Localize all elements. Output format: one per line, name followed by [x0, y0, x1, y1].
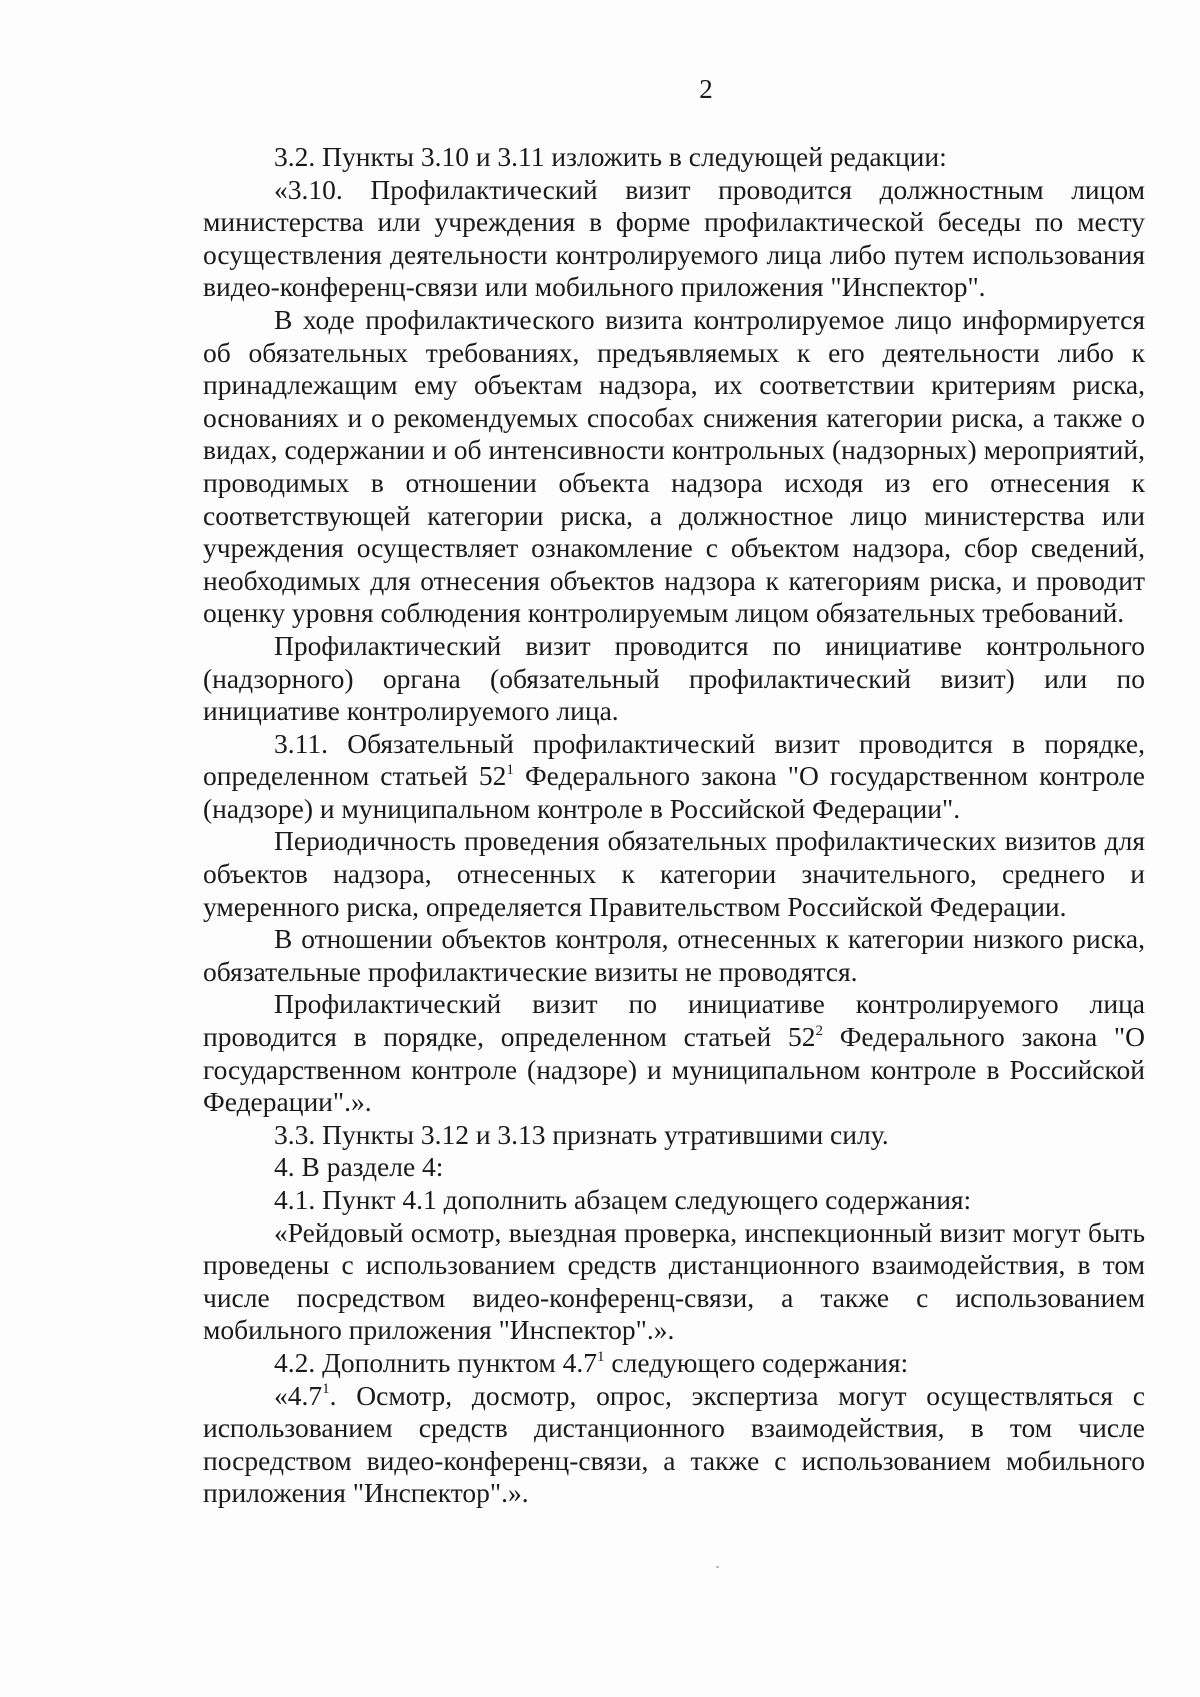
- document-body: [203, 141, 1145, 1510]
- paragraph-4-7-1: [203, 1380, 1145, 1510]
- paragraph-visit-content: В ходе профилактического визита контролируемое лицо информируется об обязательных требованиях, предъявляемых к его деятельности либо к принадлежащим ему объектам надзора, их соответствии критериям риска, основаниях и о рекомендуемых способах снижения категории риска, а также о видах, содержании и об интенсивности контрольных (надзорных) мероприятий, проводимых в отношении объекта надзора исходя из его отнесения к соответствующей категории риска, а должностное лицо министерства или учреждения осуществляет ознакомление с объектом надзора, сбор сведений, необходимых для отнесения объектов надзора к категориям риска, и проводит оценку уровня соблюдения контролируемым лицом обязательных требований.: [203, 303, 1145, 629]
- superscript: 1: [322, 1381, 330, 1398]
- text-segment: Федерального закона "О государственном контроле (надзоре) и муниципальном контроле в Российской Федерации".: [203, 760, 1145, 824]
- paragraph-visit-initiative: Профилактический визит проводится по инициативе контрольного (надзорного) органа (обязательный профилактический визит) или по инициативе контролируемого лица.: [203, 629, 1145, 727]
- paragraph-3-11: [203, 728, 1145, 826]
- superscript: 2: [815, 1022, 823, 1039]
- paragraph-raid-inspection: «Рейдовый осмотр, выездная проверка, инспекционный визит могут быть проведены с использованием средств дистанционного взаимодействия, в том числе посредством видео-конференц-связи, а также с использованием мобильного приложения "Инспектор".».: [203, 1216, 1145, 1346]
- superscript: 1: [506, 762, 514, 779]
- paragraph-3-10: «3.10. Профилактический визит проводится должностным лицом министерства или учреждения в форме профилактической беседы по месту осуществления деятельности контролируемого лица либо путем использования видео-конференц-связи или мобильного приложения "Инспектор".: [203, 173, 1145, 303]
- text-segment: «4.7: [274, 1379, 323, 1411]
- page-number: 2: [699, 74, 713, 104]
- paragraph-3-3: 3.3. Пункты 3.12 и 3.13 признать утратившими силу.: [274, 1118, 889, 1150]
- paragraph-4-1: 4.1. Пункт 4.1 дополнить абзацем следующего содержания:: [274, 1184, 972, 1215]
- paragraph-periodicity: Периодичность проведения обязательных профилактических визитов для объектов надзора, отнесенных к категории значительного, среднего и умеренного риска, определяется Правительством Российской Федерации.: [203, 825, 1145, 922]
- text-segment: 4.2. Дополнить пунктом 4.7: [274, 1346, 598, 1378]
- paragraph-low-risk: В отношении объектов контроля, отнесенных к категории низкого риска, обязательные профилактические визиты не проводятся.: [203, 923, 1145, 987]
- paragraph-4-2: [203, 1347, 1145, 1380]
- text-segment: Федерального закона "О государственном контроле (надзоре) и муниципальном контроле в Российской Федерации".».: [203, 1021, 1145, 1118]
- paragraph-3-2: 3.2. Пункты 3.10 и 3.11 изложить в следующей редакции:: [274, 141, 947, 172]
- text-segment: Профилактический визит по инициативе контролируемого лица проводится в порядке, определенном статьей 52: [203, 988, 1145, 1053]
- text-segment: следующего содержания:: [604, 1346, 909, 1378]
- scan-speck: [716, 1566, 719, 1568]
- superscript: 1: [597, 1348, 605, 1365]
- text-segment: 3.11. Обязательный профилактический визит проводится в порядке, определенном статьей 52: [203, 727, 1145, 792]
- paragraph-controlled-person-initiative: [203, 988, 1145, 1118]
- text-segment: . Осмотр, досмотр, опрос, экспертиза могут осуществляться с использованием средств дистанционного взаимодействия, в том числе посредством видео-конференц-связи, а также с использованием мобильного приложения "Инспектор".».: [203, 1379, 1145, 1509]
- paragraph-section-4: 4. В разделе 4:: [274, 1151, 444, 1183]
